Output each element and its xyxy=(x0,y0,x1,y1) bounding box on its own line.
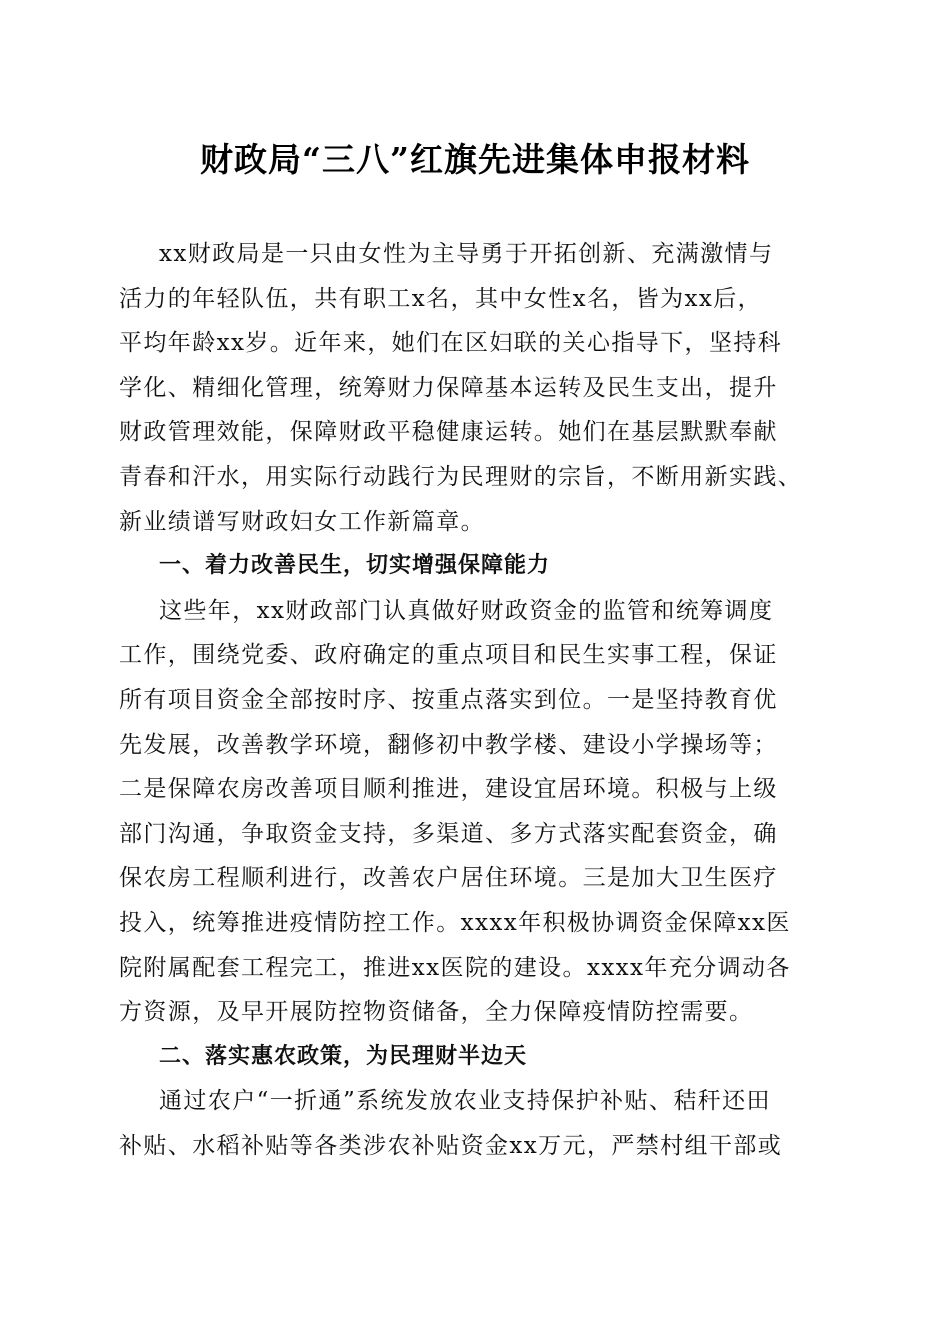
paragraph-line: 财政管理效能，保障财政平稳健康运转。她们在基层默默奉献 xyxy=(119,419,778,446)
paragraph-line: 部门沟通，争取资金支持，多渠道、多方式落实配套资金，确 xyxy=(119,820,778,847)
paragraph-line: 二是保障农房改善项目顺利推进，建设宜居环境。积极与上级 xyxy=(119,776,778,803)
paragraph-line: 院附属配套工程完工，推进xx医院的建设。xxxx年充分调动各 xyxy=(119,954,791,981)
paragraph-line: 这些年，xx财政部门认真做好财政资金的监管和统筹调度 xyxy=(159,597,774,624)
paragraph-line: 补贴、水稻补贴等各类涉农补贴资金xx万元，严禁村组干部或 xyxy=(119,1132,783,1159)
paragraph-line: 青春和汗水，用实际行动践行为民理财的宗旨，不断用新实践、 xyxy=(119,463,803,490)
paragraph-line: xx财政局是一只由女性为主导勇于开拓创新、充满激情与 xyxy=(159,241,774,267)
paragraph-line: 先发展，改善教学环境，翻修初中教学楼、建设小学操场等； xyxy=(119,731,778,758)
paragraph-line: 通过农户“一折通”系统发放农业支持保护补贴、秸秆还田 xyxy=(159,1088,771,1115)
paragraph-line: 平均年龄xx岁。近年来，她们在区妇联的关心指导下，坚持科 xyxy=(119,330,783,357)
document-body xyxy=(119,232,831,1168)
paragraph-line: 保农房工程顺利进行，改善农户居住环境。三是加大卫生医疗 xyxy=(119,865,778,892)
paragraph-line: 工作，围绕党委、政府确定的重点项目和民生实事工程，保证 xyxy=(119,642,778,669)
section-heading: 一、着力改善民生，切实增强保障能力 xyxy=(159,553,551,579)
paragraph-line: 活力的年轻队伍，共有职工x名，其中女性x名，皆为xx后， xyxy=(119,285,763,312)
paragraph-line: 方资源，及早开展防控物资储备，全力保障疫情防控需要。 xyxy=(119,999,754,1026)
paragraph-line: 学化、精细化管理，统筹财力保障基本运转及民生支出，提升 xyxy=(119,374,778,401)
section-heading: 二、落实惠农政策，为民理财半边天 xyxy=(159,1043,528,1069)
paragraph-line: 投入，统筹推进疫情防控工作。xxxx年积极协调资金保障xx医 xyxy=(119,909,791,936)
paragraph-line: 所有项目资金全部按时序、按重点落实到位。一是坚持教育优 xyxy=(119,686,778,713)
paragraph-line: 新业绩谱写财政妇女工作新篇章。 xyxy=(119,508,485,535)
document-title: 财政局“三八”红旗先进集体申报材料 xyxy=(200,140,750,179)
